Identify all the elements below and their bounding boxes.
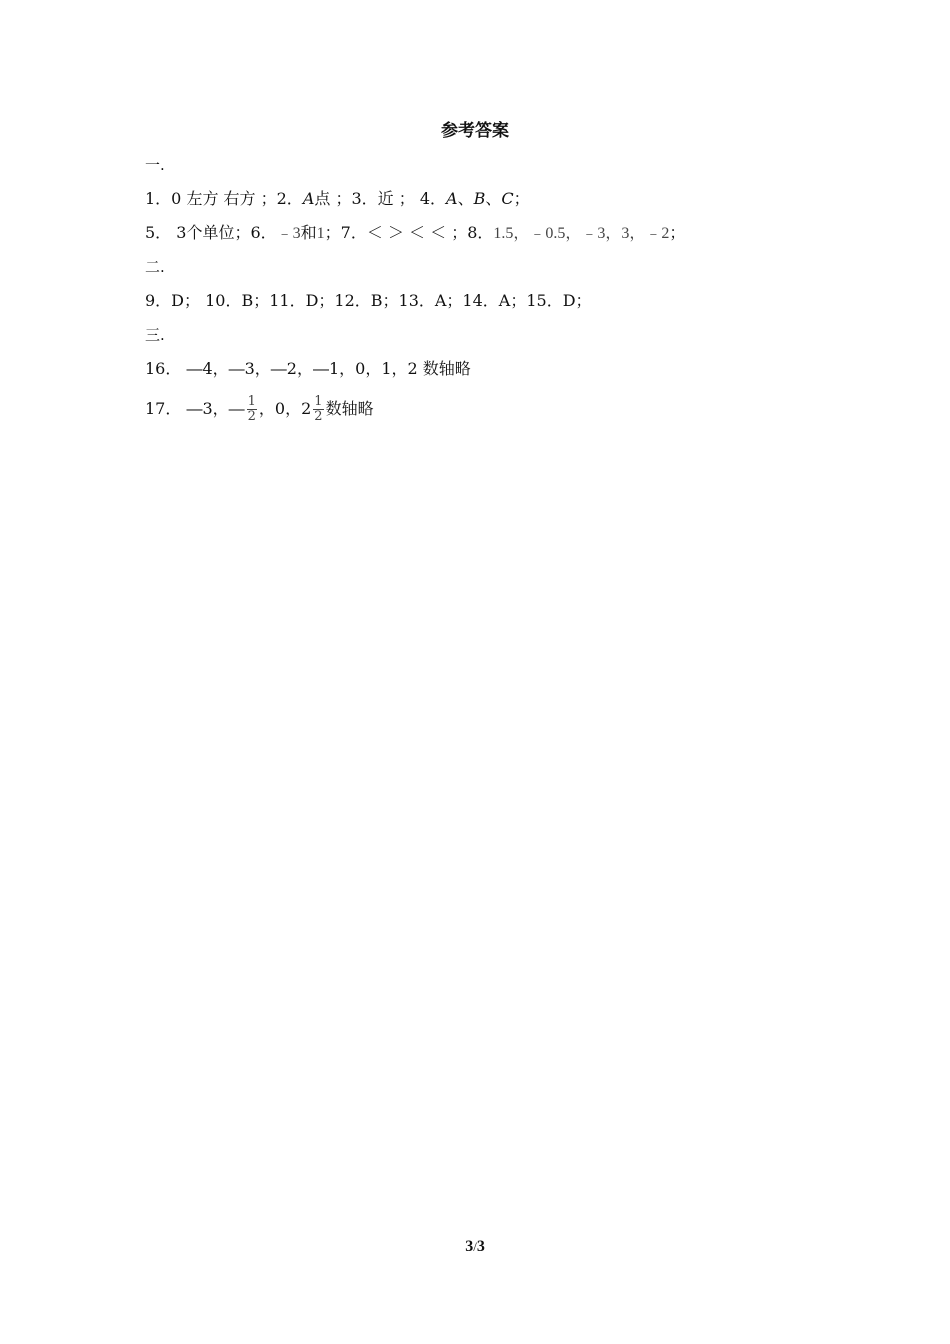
section-heading-3: 三. [145,326,165,344]
fraction-numerator: 1 [314,394,323,409]
answer-text: ； [669,223,686,242]
fraction-half [247,395,257,424]
answer-line-17 [145,386,825,432]
answer-line-9-15: 9．D； 10．B；11．D；12．B；13．A；14．A；15．D； [145,291,592,310]
answer-value: 1.5，﹣0.5，﹣3，3，﹣2 [493,225,670,242]
fraction-denominator: 2 [247,409,256,424]
answer-separator: 、 [457,189,474,208]
fraction-half [313,395,323,424]
answer-point-c: C [501,189,514,208]
fraction-denominator: 2 [314,409,323,424]
answer-separator: 、 [485,189,502,208]
answer-point-a: A [302,189,315,208]
answer-text: ，0，2 [258,399,312,418]
answer-text: 和 [300,223,317,242]
page-total: 3 [476,1238,485,1255]
answer-text: ； [513,189,530,208]
answer-line-1-4 [145,182,825,216]
page-title: 参考答案 [441,121,509,141]
page-number [0,1238,950,1256]
answer-text: 17． ―3，― [145,399,245,418]
answer-text: 1．0 左方 右方 ；2． [145,189,303,208]
answer-point-b: B [473,189,486,208]
answer-value: 1 [316,225,325,242]
answer-content [145,148,825,432]
answer-line-5-8 [145,216,825,250]
page-separator: / [473,1239,477,1254]
answer-line-16: 16． ―4，―3，―2，―1，0，1，2 数轴略 [145,359,471,378]
fraction-numerator: 1 [247,394,256,409]
answer-text: 5． 3个单位；6． [145,223,277,242]
answer-text: 数轴略 [325,399,374,418]
answer-text: 点 ；3．近 ； 4． [314,189,446,208]
section-heading-2: 二. [145,258,165,276]
section-heading-1: 一. [145,156,165,174]
answer-point-a: A [446,189,458,208]
page-current: 3 [465,1238,474,1255]
answer-text: ；7．＜ ＞ ＜ ＜ ；8． [324,223,494,242]
answer-value: ﹣3 [276,225,301,242]
